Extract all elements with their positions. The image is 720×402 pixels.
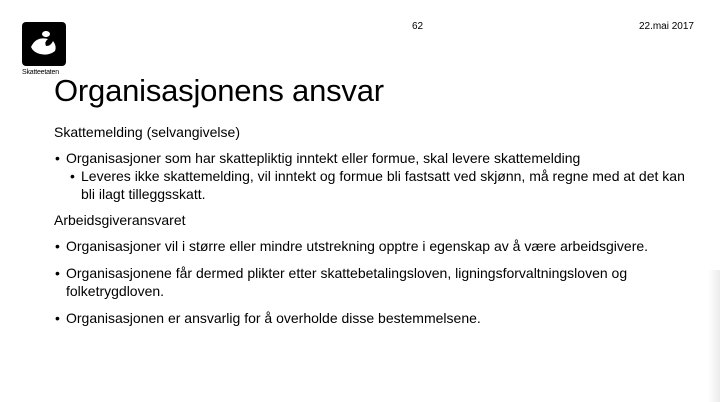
list-item: • Organisasjonen er ansvarlig for å overholde disse bestemmelsene. xyxy=(54,309,694,327)
skatteetaten-logo-icon xyxy=(22,22,66,66)
list-item: • Organisasjoner vil i større eller mindre utstrekning opptre i egenskap av å være arbeidsgivere. xyxy=(54,237,694,255)
page-number: 62 xyxy=(412,21,424,32)
list-item: • Organisasjonene får dermed plikter etter skattebetalingsloven, ligningsforvaltningsloven og folketrygdloven. xyxy=(54,264,694,300)
slide-title: Organisasjonens ansvar xyxy=(54,73,384,108)
list-item: • Organisasjoner som har skattepliktig inntekt eller formue, skal levere skattemelding xyxy=(54,149,694,167)
skattemelding-list xyxy=(54,149,694,203)
logo-text: Skatteetaten xyxy=(22,69,59,76)
skatteetaten-logo xyxy=(22,22,68,78)
slide-content xyxy=(54,123,694,327)
date: 22.mai 2017 xyxy=(638,21,694,32)
sub-list-item: • Leveres ikke skattemelding, vil inntekt og formue bli fastsatt ved skjønn, må regne med at det kan bli ilagt tilleggsskatt. xyxy=(69,167,694,203)
section-heading-arbeidsgiveransvaret: Arbeidsgiveransvaret xyxy=(54,212,186,228)
section-heading-skattemelding: Skattemelding (selvangivelse) xyxy=(54,124,240,140)
edge-shadow xyxy=(708,270,720,402)
arbeidsgiver-list xyxy=(54,237,694,327)
